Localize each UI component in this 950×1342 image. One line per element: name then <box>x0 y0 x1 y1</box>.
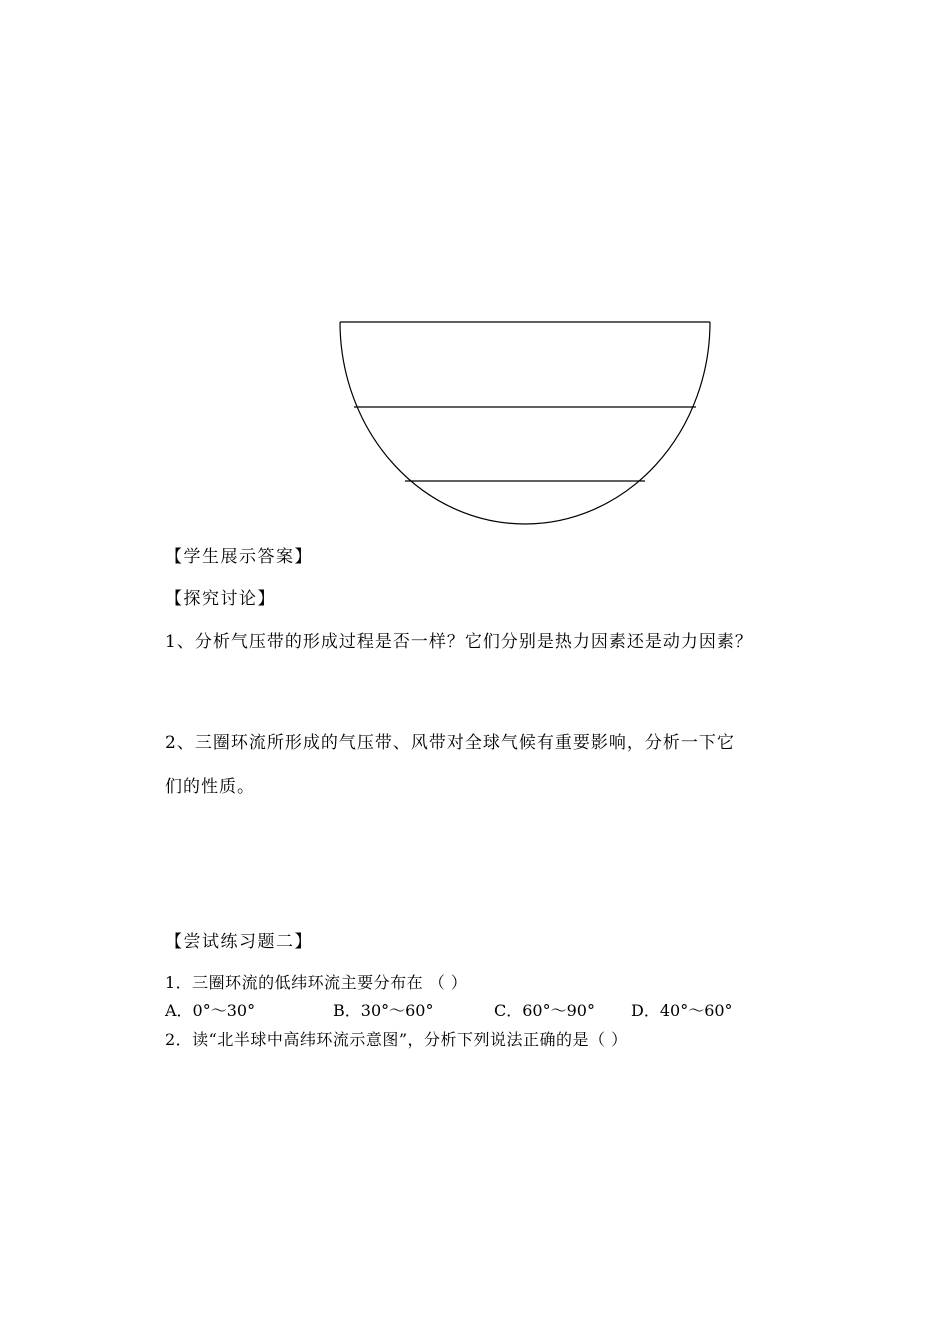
practice-question-1: 1．三圈环流的低纬环流主要分布在 （ ） <box>165 973 468 992</box>
student-answers-heading: 【学生展示答案】 <box>165 547 313 567</box>
option-b: B．30°～60° <box>333 1001 434 1020</box>
discussion-question-1: 1、分析气压带的形成过程是否一样？它们分别是热力因素还是动力因素？ <box>165 632 753 652</box>
discussion-question-2-line-2: 们的性质。 <box>165 777 255 797</box>
option-c: C．60°～90° <box>494 1001 595 1020</box>
option-a: A．0°～30° <box>165 1001 256 1020</box>
practice-heading: 【尝试练习题二】 <box>165 932 313 952</box>
hemisphere-outline <box>340 322 710 524</box>
discussion-question-2-line-1: 2、三圈环流所形成的气压带、风带对全球气候有重要影响，分析一下它 <box>165 733 735 753</box>
practice-question-2: 2．读“北半球中高纬环流示意图”，分析下列说法正确的是（ ） <box>165 1030 628 1049</box>
option-d: D．40°～60° <box>631 1001 733 1020</box>
discussion-heading: 【探究讨论】 <box>165 589 276 609</box>
